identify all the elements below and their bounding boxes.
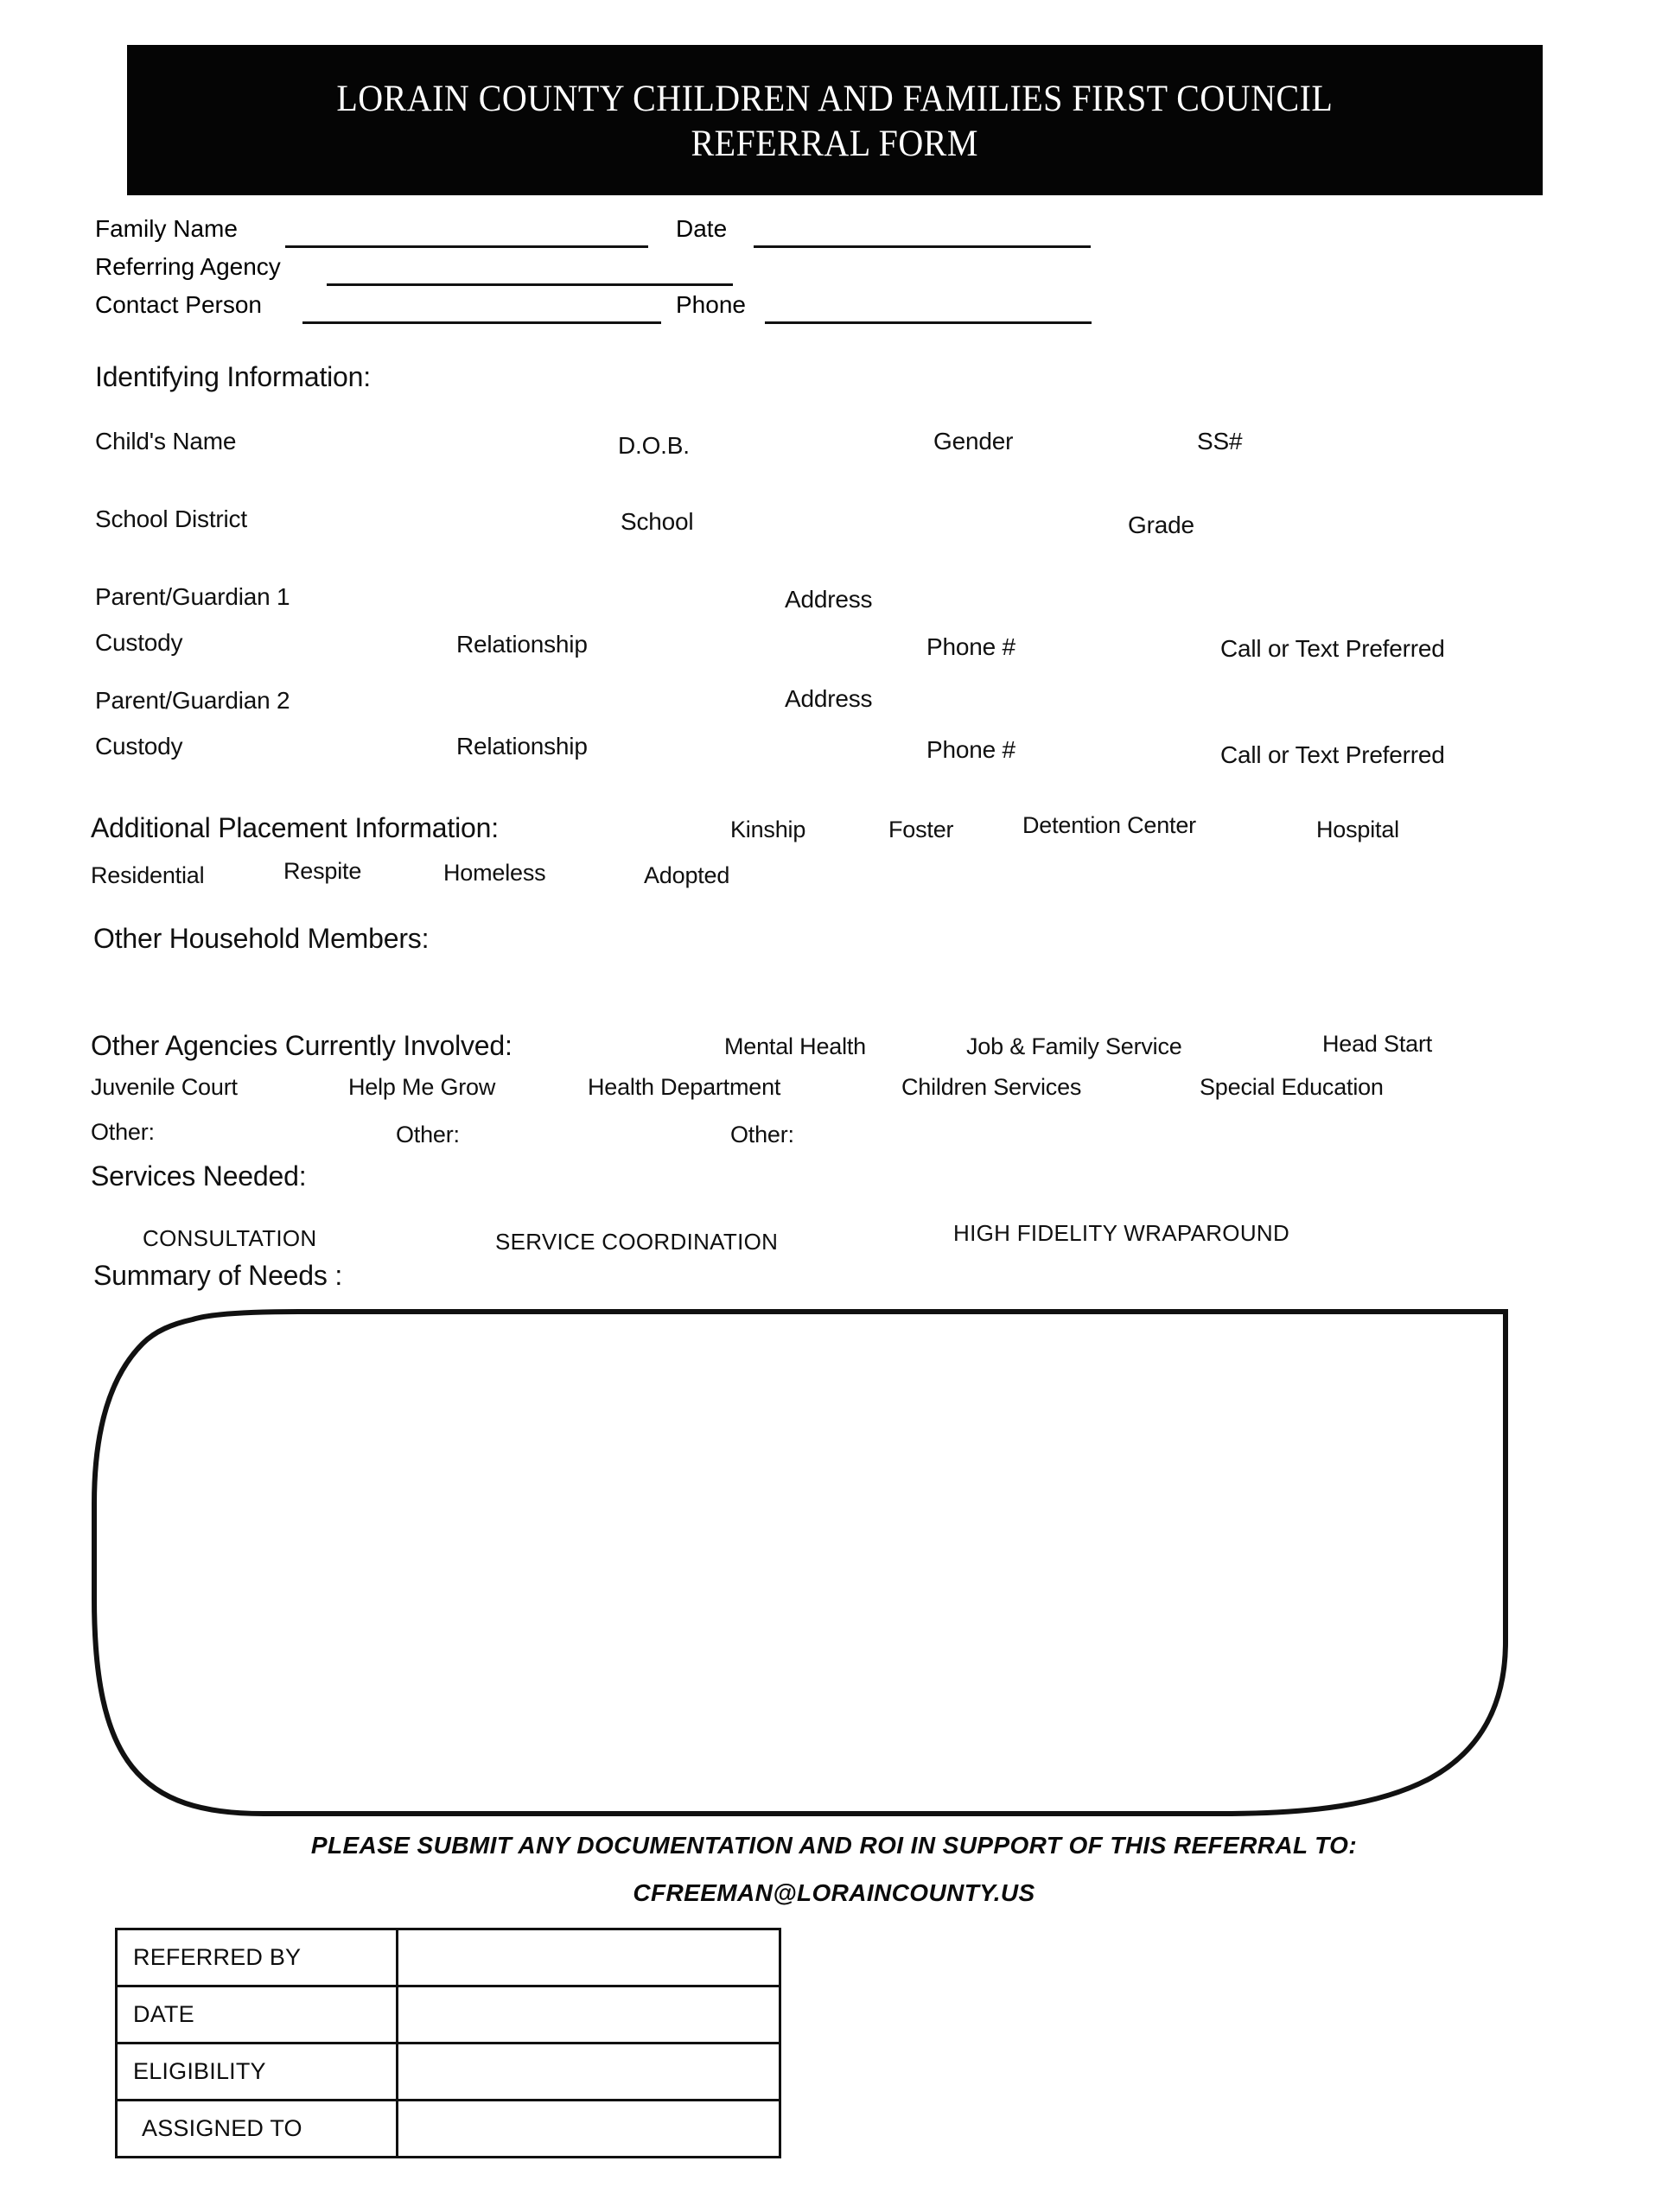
family-name-input[interactable] (285, 245, 648, 248)
agency-option-health-department[interactable]: Health Department (588, 1074, 781, 1100)
agency-other-field-3-label[interactable]: Other: (730, 1122, 794, 1147)
phone-label: Phone (676, 291, 746, 318)
intake-row-value-eligibility[interactable] (398, 2044, 780, 2101)
contact-block (95, 214, 1573, 328)
intake-row-label-assigned-to: ASSIGNED TO (117, 2101, 398, 2158)
grade-label: Grade (1128, 512, 1194, 538)
submission-email-address[interactable]: CFREEMAN@LORAINCOUNTY.US (633, 1879, 1035, 1906)
agency-other-field-1-label[interactable]: Other: (91, 1119, 155, 1145)
agency-option-job-and-family-service[interactable]: Job & Family Service (966, 1033, 1182, 1059)
placement-option-hospital[interactable]: Hospital (1316, 817, 1399, 842)
agency-option-juvenile-court[interactable]: Juvenile Court (91, 1074, 238, 1100)
agency-option-head-start[interactable]: Head Start (1322, 1031, 1433, 1057)
ss-number-label: SS# (1197, 428, 1243, 454)
form-title-line-2: REFERRAL FORM (691, 124, 979, 164)
identifying-information-heading: Identifying Information: (95, 361, 371, 392)
table-row (117, 2044, 780, 2101)
form-title-line-1: LORAIN COUNTY CHILDREN AND FAMILIES FIRST COUNCIL (336, 78, 1334, 119)
agency-other-field-2-label[interactable]: Other: (396, 1122, 460, 1147)
contact-person-input[interactable] (302, 321, 661, 324)
table-row (117, 1986, 780, 2044)
parent-guardian-2-relationship-label: Relationship (456, 733, 588, 760)
intake-row-value-referred-by[interactable] (398, 1929, 780, 1986)
placement-option-adopted[interactable]: Adopted (644, 862, 730, 888)
school-label: School (621, 508, 694, 535)
intake-row-value-assigned-to[interactable] (398, 2101, 780, 2158)
parent-guardian-1-label: Parent/Guardian 1 (95, 583, 290, 610)
agency-option-help-me-grow[interactable]: Help Me Grow (348, 1074, 496, 1100)
summary-of-needs-box[interactable] (82, 1296, 1551, 1832)
other-household-members-heading: Other Household Members: (93, 923, 430, 954)
parent-guardian-2-custody-label: Custody (95, 733, 183, 760)
placement-option-detention-center[interactable]: Detention Center (1022, 812, 1196, 838)
table-row (117, 2101, 780, 2158)
intake-row-value-date[interactable] (398, 1986, 780, 2044)
submission-instructions-line-1: PLEASE SUBMIT ANY DOCUMENTATION AND ROI IN SUPPORT OF THIS REFERRAL TO: (310, 1832, 1358, 1859)
parent-guardian-1-custody-label: Custody (95, 629, 183, 656)
parent-guardian-2-label: Parent/Guardian 2 (95, 687, 290, 714)
parent-guardian-2-address-label: Address (785, 685, 873, 712)
contact-person-label: Contact Person (95, 291, 262, 318)
date-label: Date (676, 215, 728, 242)
intake-row-label-date: DATE (117, 1986, 398, 2044)
gender-label: Gender (933, 428, 1014, 454)
placement-option-kinship[interactable]: Kinship (730, 817, 806, 842)
placement-option-respite[interactable]: Respite (283, 858, 362, 884)
parent-guardian-1-contact-preference-label: Call or Text Preferred (1220, 635, 1445, 662)
agency-option-children-services[interactable]: Children Services (901, 1074, 1082, 1100)
contact-person-row (95, 290, 1573, 328)
intake-row-label-eligibility: ELIGIBILITY (117, 2044, 398, 2101)
dob-label: D.O.B. (618, 432, 690, 459)
summary-of-needs-heading: Summary of Needs : (93, 1260, 343, 1291)
intake-row-label-referred-by: REFERRED BY (117, 1929, 398, 1986)
form-title-banner (127, 45, 1543, 195)
parent-guardian-1-relationship-label: Relationship (456, 631, 588, 658)
additional-placement-information-heading: Additional Placement Information: (91, 812, 499, 843)
service-option-high-fidelity-wraparound[interactable]: HIGH FIDELITY WRAPAROUND (953, 1220, 1290, 1246)
family-name-label: Family Name (95, 215, 238, 242)
agency-option-mental-health[interactable]: Mental Health (724, 1033, 866, 1059)
family-name-row (95, 214, 1573, 252)
phone-input[interactable] (765, 321, 1092, 324)
placement-option-homeless[interactable]: Homeless (443, 860, 546, 886)
placement-option-residential[interactable]: Residential (91, 862, 205, 888)
school-district-label: School District (95, 505, 247, 532)
child-name-label: Child's Name (95, 428, 237, 454)
services-needed-heading: Services Needed: (91, 1160, 307, 1192)
parent-guardian-1-address-label: Address (785, 586, 873, 613)
placement-option-foster[interactable]: Foster (888, 817, 954, 842)
date-input[interactable] (754, 245, 1091, 248)
parent-guardian-1-phone-label: Phone # (926, 633, 1015, 660)
referring-agency-row (95, 252, 1573, 290)
referring-agency-label: Referring Agency (95, 253, 281, 280)
service-option-consultation[interactable]: CONSULTATION (143, 1225, 317, 1251)
agency-option-special-education[interactable]: Special Education (1200, 1074, 1384, 1100)
other-agencies-heading: Other Agencies Currently Involved: (91, 1030, 512, 1061)
parent-guardian-2-phone-label: Phone # (926, 736, 1015, 763)
parent-guardian-2-contact-preference-label: Call or Text Preferred (1220, 741, 1445, 768)
intake-table (115, 1928, 781, 2158)
table-row (117, 1929, 780, 1986)
referring-agency-input[interactable] (327, 283, 733, 286)
service-option-service-coordination[interactable]: SERVICE COORDINATION (495, 1229, 779, 1255)
